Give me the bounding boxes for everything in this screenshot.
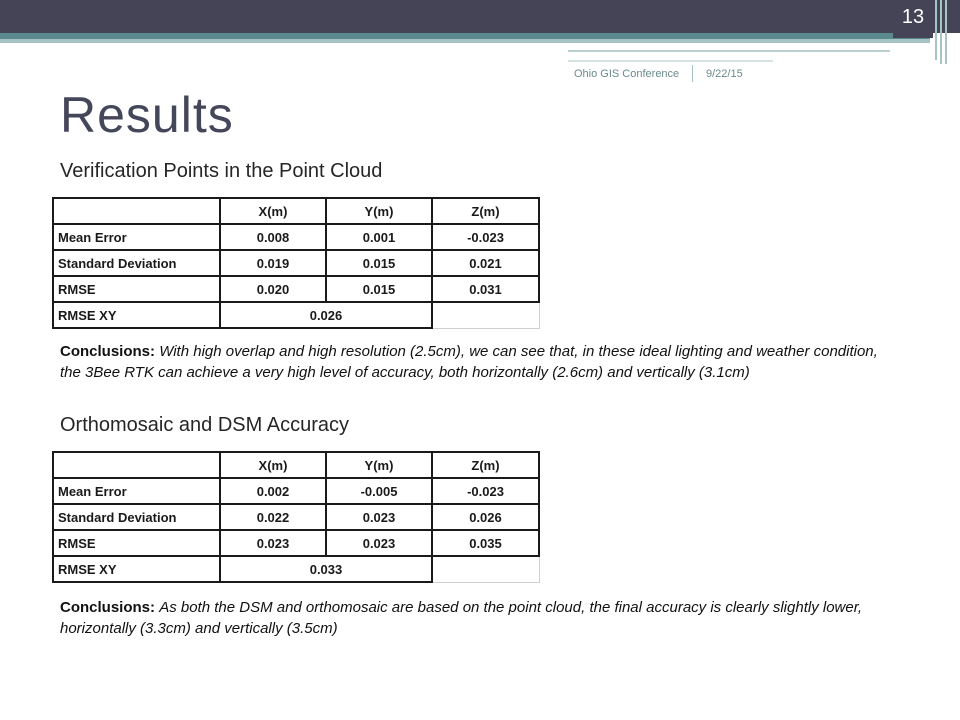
header-band bbox=[0, 0, 960, 33]
table-cell: 0.001 bbox=[326, 224, 432, 250]
empty-cell bbox=[432, 556, 539, 582]
table-row bbox=[53, 556, 539, 582]
table-cell: 0.035 bbox=[432, 530, 539, 556]
row-label: RMSE XY bbox=[53, 556, 220, 582]
table-header-row bbox=[53, 198, 539, 224]
header-rule-short bbox=[568, 60, 773, 62]
header-vertical-line bbox=[940, 0, 942, 64]
table-cell: 0.033 bbox=[220, 556, 432, 582]
table-cell: 0.015 bbox=[326, 250, 432, 276]
table-cell: 0.021 bbox=[432, 250, 539, 276]
table-header-cell: X(m) bbox=[220, 198, 326, 224]
table-row bbox=[53, 250, 539, 276]
row-label: Mean Error bbox=[53, 478, 220, 504]
table-row bbox=[53, 224, 539, 250]
table-header-row bbox=[53, 452, 539, 478]
table-cell: 0.026 bbox=[432, 504, 539, 530]
table-header-cell bbox=[53, 452, 220, 478]
table-row bbox=[53, 530, 539, 556]
footer-separator bbox=[692, 65, 693, 82]
slide-number: 13 bbox=[901, 6, 925, 28]
table-cell: 0.008 bbox=[220, 224, 326, 250]
section-heading: Orthomosaic and DSM Accuracy bbox=[60, 414, 349, 436]
header-accent-gap bbox=[0, 43, 890, 47]
table-cell: 0.022 bbox=[220, 504, 326, 530]
table-row bbox=[53, 478, 539, 504]
table-cell: 0.023 bbox=[220, 530, 326, 556]
table-cell: 0.015 bbox=[326, 276, 432, 302]
table-row bbox=[53, 504, 539, 530]
row-label: Standard Deviation bbox=[53, 504, 220, 530]
table-cell: -0.023 bbox=[432, 478, 539, 504]
table-cell: 0.002 bbox=[220, 478, 326, 504]
table-row bbox=[53, 302, 539, 328]
table-cell: 0.026 bbox=[220, 302, 432, 328]
table-header-cell: Z(m) bbox=[432, 452, 539, 478]
accuracy-table bbox=[52, 197, 540, 329]
empty-cell bbox=[432, 302, 539, 328]
footer-date: 9/22/15 bbox=[706, 68, 743, 80]
table-header-cell: X(m) bbox=[220, 452, 326, 478]
table-cell: 0.031 bbox=[432, 276, 539, 302]
accuracy-table bbox=[52, 451, 540, 583]
conclusion-label: Conclusions: bbox=[60, 343, 156, 360]
table-cell: 0.019 bbox=[220, 250, 326, 276]
table-header-cell: Z(m) bbox=[432, 198, 539, 224]
section-heading: Verification Points in the Point Cloud bbox=[60, 160, 383, 182]
footer-event: Ohio GIS Conference bbox=[574, 68, 680, 80]
table-header-cell: Y(m) bbox=[326, 452, 432, 478]
table-cell: 0.023 bbox=[326, 530, 432, 556]
row-label: RMSE bbox=[53, 276, 220, 302]
header-vertical-line bbox=[945, 0, 947, 64]
conclusion-text bbox=[60, 597, 890, 639]
conclusion-body: As both the DSM and orthomosaic are based on the point cloud, the final accuracy is clearly slightly lower, horizontally (3.3cm) and vertically (3.5cm) bbox=[60, 599, 863, 637]
table-cell: 0.023 bbox=[326, 504, 432, 530]
conclusion-label: Conclusions: bbox=[60, 599, 156, 616]
header-vertical-line bbox=[935, 0, 937, 60]
slide-title: Results bbox=[60, 87, 234, 143]
table-row bbox=[53, 276, 539, 302]
table-header-cell bbox=[53, 198, 220, 224]
table-cell: -0.005 bbox=[326, 478, 432, 504]
table-cell: -0.023 bbox=[432, 224, 539, 250]
row-label: Standard Deviation bbox=[53, 250, 220, 276]
header-rule bbox=[568, 50, 890, 52]
conclusion-body: With high overlap and high resolution (2.5cm), we can see that, in these ideal lighting and weather condition, the 3Bee RTK can achieve a very high level of accuracy, both horizontally (2.6cm) and vertically (3.1cm) bbox=[60, 343, 878, 381]
row-label: Mean Error bbox=[53, 224, 220, 250]
table-cell: 0.020 bbox=[220, 276, 326, 302]
row-label: RMSE bbox=[53, 530, 220, 556]
conclusion-text bbox=[60, 341, 890, 383]
table-header-cell: Y(m) bbox=[326, 198, 432, 224]
row-label: RMSE XY bbox=[53, 302, 220, 328]
